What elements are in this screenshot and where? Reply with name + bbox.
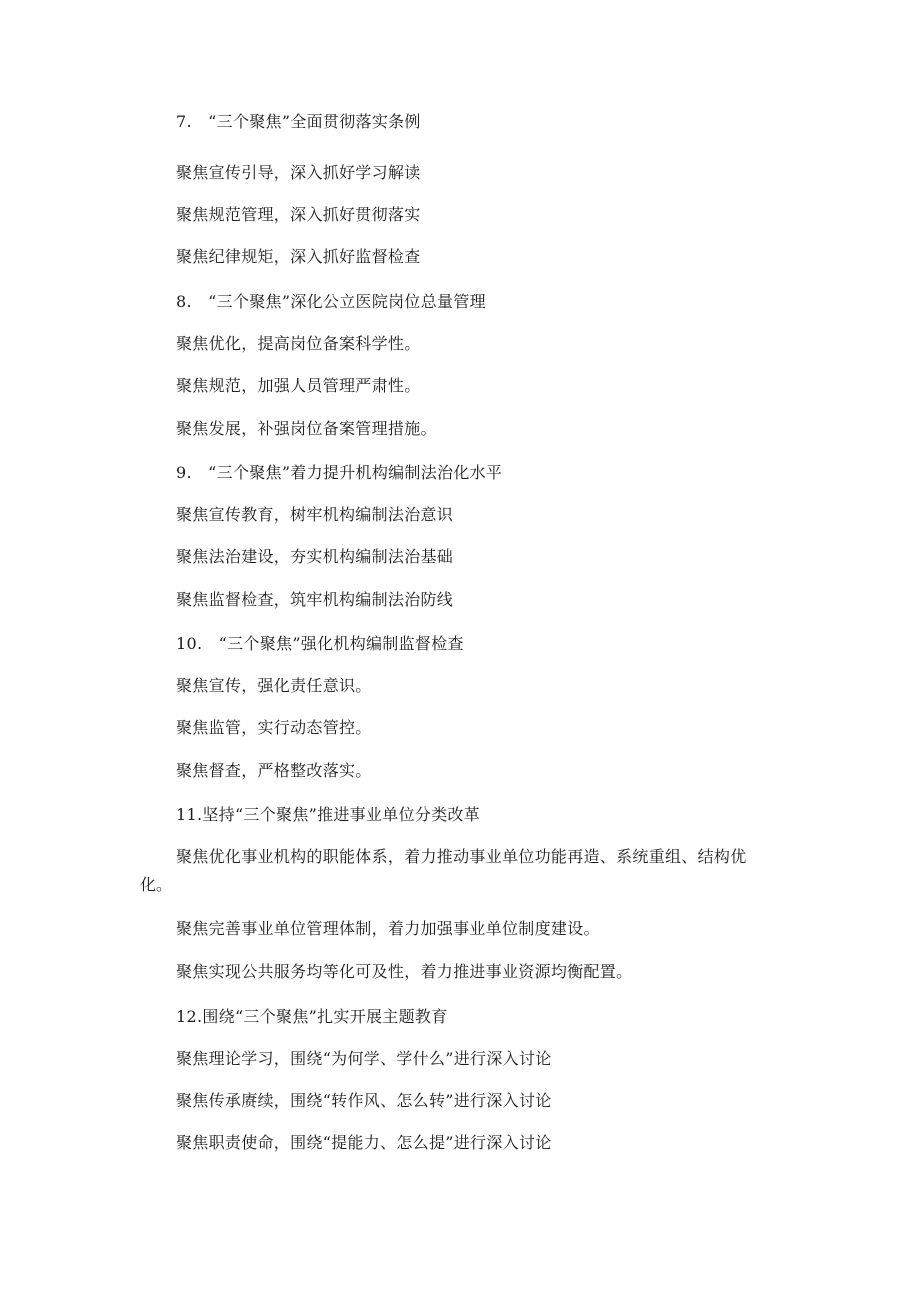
list-item: 聚焦理论学习，围绕“为何学、学什么”进行深入讨论 [176, 1049, 552, 1068]
list-item: 聚焦发展，补强岗位备案管理措施。 [176, 419, 437, 438]
list-item: 聚焦实现公共服务均等化可及性，着力推进事业资源均衡配置。 [176, 962, 633, 981]
section-heading-9: 9. “三个聚焦”着力提升机构编制法治化水平 [176, 463, 503, 482]
list-item: 聚焦督查，严格整改落实。 [176, 761, 372, 780]
section-heading-11: 11.坚持“三个聚焦”推进事业单位分类改革 [176, 805, 481, 824]
list-item: 聚焦法治建设，夯实机构编制法治基础 [176, 547, 454, 566]
list-item: 聚焦宣传教育，树牢机构编制法治意识 [176, 505, 454, 524]
list-item: 聚焦纪律规矩，深入抓好监督检查 [176, 247, 421, 266]
section-heading-12: 12.围绕“三个聚焦”扎实开展主题教育 [176, 1007, 448, 1026]
list-item: 聚焦宣传，强化责任意识。 [176, 676, 372, 695]
list-item: 聚焦监管，实行动态管控。 [176, 718, 372, 737]
list-item: 聚焦宣传引导，深入抓好学习解读 [176, 163, 421, 182]
section-heading-8: 8. “三个聚焦”深化公立医院岗位总量管理 [176, 292, 486, 311]
list-item: 聚焦规范，加强人员管理严肃性。 [176, 376, 421, 395]
list-item: 聚焦优化事业机构的职能体系，着力推动事业单位功能再造、系统重组、结构优 [176, 847, 747, 866]
list-item: 聚焦职责使命，围绕“提能力、怎么提”进行深入讨论 [176, 1133, 552, 1152]
list-item: 聚焦完善事业单位管理体制，着力加强事业单位制度建设。 [176, 919, 600, 938]
list-item: 聚焦监督检查，筑牢机构编制法治防线 [176, 590, 454, 609]
section-heading-10: 10. “三个聚焦”强化机构编制监督检查 [176, 634, 464, 653]
list-item: 聚焦优化，提高岗位备案科学性。 [176, 334, 421, 353]
list-item: 聚焦规范管理，深入抓好贯彻落实 [176, 205, 421, 224]
section-heading-7: 7. “三个聚焦”全面贯彻落实条例 [176, 112, 421, 131]
list-item: 聚焦传承赓续，围绕“转作风、怎么转”进行深入讨论 [176, 1091, 552, 1110]
list-item-continuation: 化。 [140, 875, 173, 894]
